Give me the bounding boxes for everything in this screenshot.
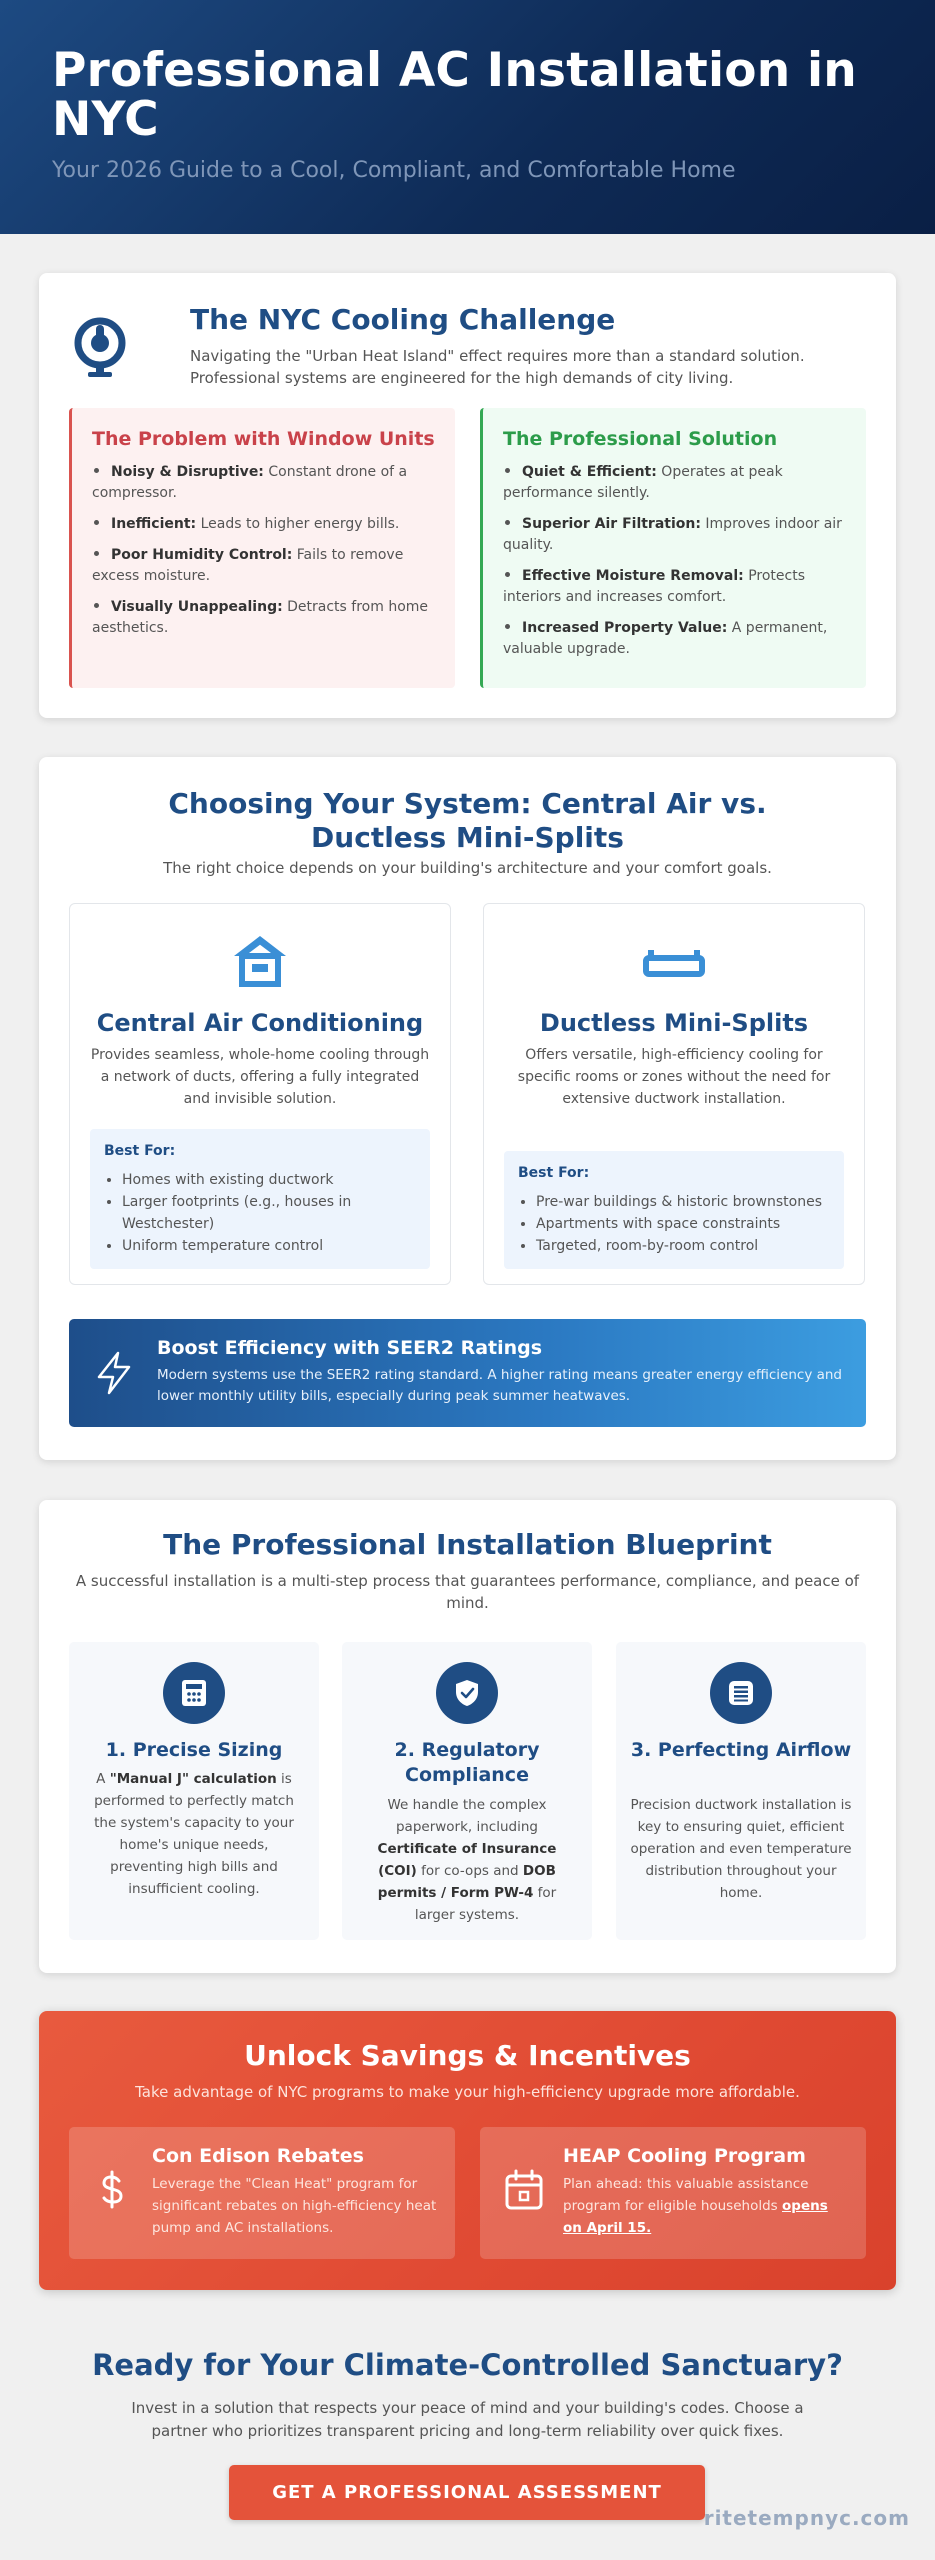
- step-sizing: [69, 1642, 319, 1940]
- ductless-best-for: [504, 1151, 844, 1269]
- list-item: • Targeted, room-by-room control: [536, 1235, 830, 1257]
- cta-title: Ready for Your Climate-Controlled Sanctuary?: [92, 2348, 843, 2382]
- central-air-card: [69, 903, 451, 1285]
- page-title: Professional AC Installation in NYC: [52, 43, 857, 147]
- systems-subtitle: The right choice depends on your building's architecture and your comfort goals.: [163, 859, 772, 877]
- heap-text: Plan ahead: this valuable assistance program for eligible households opens on April 15.: [563, 2176, 828, 2236]
- list-item: Inefficient: Leads to higher energy bills.: [92, 514, 435, 535]
- challenge-text: Navigating the "Urban Heat Island" effect requires more than a standard solution. Professional systems are engineered for the high demands of city living.: [190, 347, 805, 387]
- blueprint-title: The Professional Installation Blueprint: [163, 1528, 772, 1561]
- challenge-card: [39, 273, 896, 718]
- bullet: [94, 468, 99, 473]
- list-item: Quiet & Efficient: Operates at peak performance silently.: [503, 464, 783, 501]
- page-subtitle: Your 2026 Guide to a Cool, Compliant, and Comfortable Home: [52, 158, 736, 183]
- seer2-title: Boost Efficiency with SEER2 Ratings: [157, 1337, 543, 1359]
- hero-header: [0, 0, 935, 234]
- lightning-icon: [91, 1349, 139, 1397]
- heap-date-link[interactable]: opens on April 15.: [563, 2198, 828, 2236]
- coned-title: Con Edison Rebates: [152, 2145, 364, 2167]
- solution-title: The Professional Solution: [503, 428, 778, 450]
- central-best-for: [90, 1129, 430, 1269]
- solution-panel: [480, 408, 866, 688]
- heap-title: HEAP Cooling Program: [563, 2145, 806, 2167]
- ductless-desc: Offers versatile, high-efficiency cooling for specific rooms or zones without the need for extensive ductwork installation.: [517, 1047, 831, 1107]
- central-best-for-label: Best For:: [104, 1143, 176, 1159]
- coned-text: Leverage the "Clean Heat" program for significant rebates on high-efficiency heat pump and AC installations.: [152, 2176, 437, 2236]
- list-item: • Larger footprints (e.g., houses in Westchester): [122, 1191, 416, 1235]
- incentives-subtitle: Take advantage of NYC programs to make your high-efficiency upgrade more affordable.: [135, 2083, 800, 2101]
- mini-split-icon: [484, 932, 864, 992]
- systems-title: Choosing Your System: Central Air vs. Ductless Mini-Splits: [168, 787, 767, 854]
- list-item: Poor Humidity Control: Fails to remove excess moisture.: [92, 547, 404, 584]
- bullet: [505, 572, 510, 577]
- bullet: [505, 624, 510, 629]
- step-title: 3. Perfecting Airflow: [630, 1739, 852, 1761]
- incentives-title: Unlock Savings & Incentives: [244, 2039, 691, 2072]
- bullet: [94, 520, 99, 525]
- bullet: [505, 468, 510, 473]
- list-item: • Homes with existing ductwork: [122, 1169, 416, 1191]
- bullet: [505, 520, 510, 525]
- list-item: Increased Property Value: A permanent, valuable upgrade.: [503, 620, 828, 657]
- house-icon: [70, 932, 450, 992]
- step-text: We handle the complex paperwork, including Certificate of Insurance (COI) for co-ops and DOB permits / Form PW-4 for larger systems.: [377, 1797, 557, 1923]
- cta-text: Invest in a solution that respects your peace of mind and your building's codes. Choose a partner who prioritizes transparent pricing and long-term reliability over quick fixes.: [131, 2399, 804, 2440]
- list-item: • Uniform temperature control: [122, 1235, 416, 1257]
- step-text: Precision ductwork installation is key to ensuring quiet, efficient operation and even temperature distribution throughout your home.: [630, 1797, 852, 1901]
- shield-check-icon: [436, 1662, 498, 1724]
- ductless-best-for-label: Best For:: [518, 1165, 590, 1181]
- step-compliance: [342, 1642, 592, 1940]
- brand-watermark: ritetempnyc.com: [703, 2506, 910, 2530]
- challenge-title: The NYC Cooling Challenge: [190, 303, 616, 336]
- calendar-icon: [502, 2167, 546, 2215]
- seer2-banner: [69, 1319, 866, 1427]
- list-item: • Apartments with space constraints: [536, 1213, 830, 1235]
- central-air-desc: Provides seamless, whole-home cooling through a network of ducts, offering a fully integrated and invisible solution.: [90, 1047, 430, 1107]
- problem-panel: [69, 408, 455, 688]
- central-air-title: Central Air Conditioning: [96, 1009, 424, 1037]
- bullet: [94, 603, 99, 608]
- calculator-icon: [163, 1662, 225, 1724]
- blueprint-card: [39, 1500, 896, 1973]
- solution-list: [503, 462, 846, 660]
- step-text: A "Manual J" calculation is performed to perfectly match the system's capacity to your home's unique needs, preventing high bills and insufficient cooling.: [94, 1771, 294, 1897]
- airflow-icon: [710, 1662, 772, 1724]
- systems-card: [39, 757, 896, 1460]
- list-item: Visually Unappealing: Detracts from home aesthetics.: [92, 599, 429, 636]
- dollar-icon: [91, 2167, 135, 2215]
- step-airflow: [616, 1642, 866, 1940]
- bullet: [94, 551, 99, 556]
- seer2-text: Modern systems use the SEER2 rating standard. A higher rating means greater energy efficiency and lower monthly utility bills, especially during peak summer heatwaves.: [157, 1367, 843, 1404]
- list-item: Noisy & Disruptive: Constant drone of a compressor.: [92, 464, 408, 501]
- ductless-title: Ductless Mini-Splits: [539, 1009, 809, 1037]
- assessment-button[interactable]: GET A PROFESSIONAL ASSESSMENT: [229, 2465, 705, 2520]
- list-item: • Pre-war buildings & historic brownstones: [536, 1191, 830, 1213]
- step-title: 1. Precise Sizing: [105, 1739, 283, 1761]
- coned-rebates-panel: [69, 2127, 455, 2259]
- heap-panel: [480, 2127, 866, 2259]
- problem-list: [92, 462, 435, 639]
- list-item: Effective Moisture Removal: Protects interiors and increases comfort.: [503, 568, 806, 605]
- blueprint-subtitle: A successful installation is a multi-step process that guarantees performance, compliance, and peace of mind.: [75, 1572, 860, 1612]
- problem-title: The Problem with Window Units: [92, 428, 435, 450]
- thermometer-icon: [72, 315, 128, 379]
- ductless-card: [483, 903, 865, 1285]
- step-title: 2. Regulatory Compliance: [394, 1739, 540, 1786]
- list-item: Superior Air Filtration: Improves indoor air quality.: [503, 516, 842, 553]
- incentives-card: [39, 2011, 896, 2290]
